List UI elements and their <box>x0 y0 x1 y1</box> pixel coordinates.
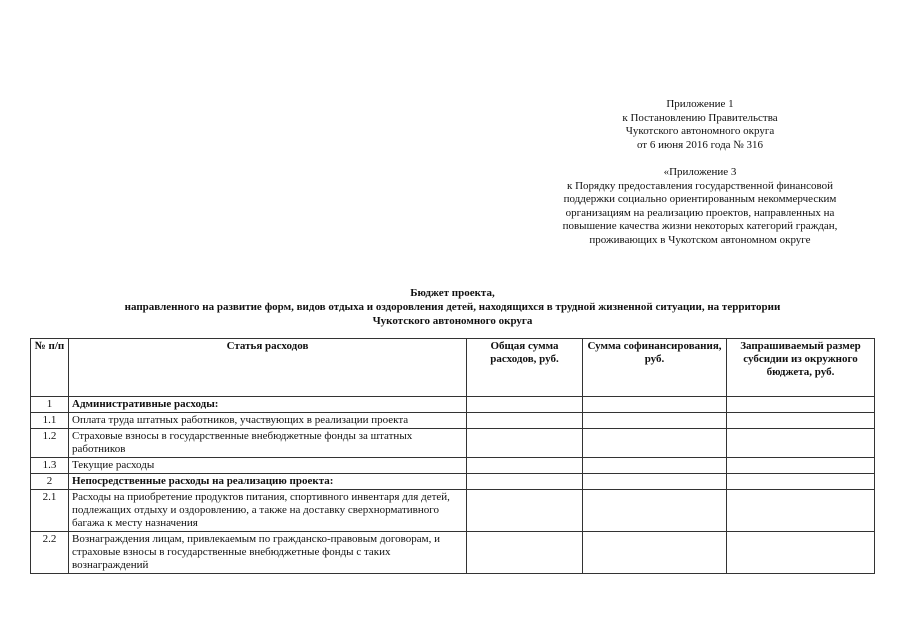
row-cofinancing-cell <box>583 397 727 413</box>
row-number: 1.3 <box>31 458 69 474</box>
table-header-row <box>31 339 875 397</box>
row-subsidy-cell <box>727 413 875 429</box>
row-subsidy-cell <box>727 474 875 490</box>
appendix-3-line: к Порядку предоставления государственной финансовой <box>566 179 834 192</box>
row-subsidy-cell <box>727 397 875 413</box>
row-item: Оплата труда штатных работников, участвующих в реализации проекта <box>69 413 467 429</box>
header-subsidy: Запрашиваемый размер субсидии из окружного бюджета, руб. <box>727 339 875 397</box>
table-row <box>31 413 875 429</box>
header-total: Общая сумма расходов, руб. <box>467 339 583 397</box>
title-line: направленного на развитие форм, видов отдыха и оздоровления детей, находящихся в трудной жизненной ситуации, на территории <box>124 301 781 313</box>
row-item: Страховые взносы в государственные внебюджетные фонды за штатных работников <box>69 429 467 458</box>
appendix-3-header <box>520 166 880 247</box>
appendix-3-line: повышение качества жизни некоторых категорий граждан, <box>562 220 838 232</box>
row-total-cell <box>467 490 583 532</box>
appendix-1-line: от 6 июня 2016 года № 316 <box>636 138 764 151</box>
row-total-cell <box>467 397 583 413</box>
appendix-3-line: поддержки социально ориентированным некоммерческим <box>563 193 837 205</box>
row-total-cell <box>467 474 583 490</box>
row-number: 1.1 <box>31 413 69 429</box>
row-number: 1.2 <box>31 429 69 458</box>
row-subsidy-cell <box>727 490 875 532</box>
table-row <box>31 429 875 458</box>
row-number: 2.2 <box>31 532 69 574</box>
row-subsidy-cell <box>727 458 875 474</box>
appendix-1-header <box>560 98 840 152</box>
table-row <box>31 490 875 532</box>
appendix-3-line: организациям на реализацию проектов, направленных на <box>565 206 835 219</box>
row-subsidy-cell <box>727 532 875 574</box>
budget-table <box>30 338 875 574</box>
table-row <box>31 458 875 474</box>
table-row <box>31 474 875 490</box>
row-cofinancing-cell <box>583 429 727 458</box>
header-cofinancing: Сумма софинансирования, руб. <box>583 339 727 397</box>
row-cofinancing-cell <box>583 474 727 490</box>
row-item: Вознаграждения лицам, привлекаемым по гражданско-правовым договорам, и страховые взносы в государственные внебюджетные фонды с таких вознаграждений <box>69 532 467 574</box>
table-row <box>31 532 875 574</box>
row-number: 2.1 <box>31 490 69 532</box>
row-total-cell <box>467 429 583 458</box>
row-cofinancing-cell <box>583 490 727 532</box>
header-num: № п/п <box>31 339 69 397</box>
appendix-1-line: к Постановлению Правительства <box>622 111 778 124</box>
appendix-1-line: Чукотского автономного округа <box>625 125 775 137</box>
row-cofinancing-cell <box>583 458 727 474</box>
row-number: 1 <box>31 397 69 413</box>
row-cofinancing-cell <box>583 413 727 429</box>
table-row <box>31 397 875 413</box>
row-subsidy-cell <box>727 429 875 458</box>
row-total-cell <box>467 458 583 474</box>
row-item: Текущие расходы <box>69 458 467 474</box>
header-item: Статья расходов <box>69 339 467 397</box>
row-item: Непосредственные расходы на реализацию проекта: <box>69 474 467 490</box>
row-cofinancing-cell <box>583 532 727 574</box>
title-line: Бюджет проекта, <box>410 287 495 299</box>
appendix-3-line: проживающих в Чукотском автономном округе <box>589 233 811 246</box>
row-number: 2 <box>31 474 69 490</box>
row-item: Расходы на приобретение продуктов питания, спортивного инвентаря для детей, подлежащих отдыху и оздоровлению, а также на доставку сверхнормативного багажа к месту назначения <box>69 490 467 532</box>
appendix-1-line: Приложение 1 <box>666 98 734 110</box>
row-total-cell <box>467 532 583 574</box>
row-item: Административные расходы: <box>69 397 467 413</box>
row-total-cell <box>467 413 583 429</box>
appendix-3-line: «Приложение 3 <box>663 166 737 178</box>
title-line: Чукотского автономного округа <box>372 315 533 327</box>
document-title <box>30 286 875 328</box>
